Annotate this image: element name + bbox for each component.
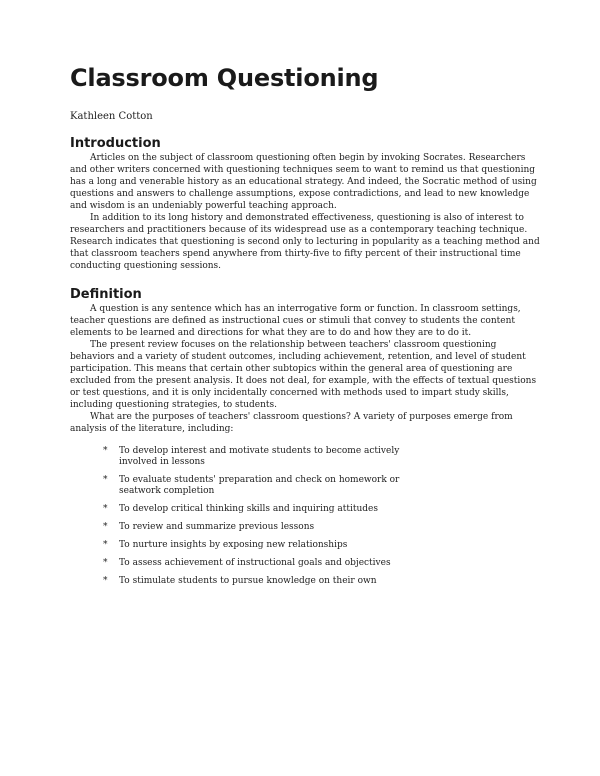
bullet-asterisk-icon: *: [103, 576, 108, 586]
bullet-asterisk-icon: *: [103, 540, 108, 550]
introduction-paragraph-2: In addition to its long history and demonstrated effectiveness, questioning is also of interest to researchers and practitioners because of its widespread use as a contemporary teaching technique. Research indicates that questioning is second only to lecturing in popularity as a teaching method and that classroom teachers spend anywhere from thirty-five to fifty percent of their instructional time conducting questioning sessions.: [70, 213, 540, 271]
list-item-text: To review and summarize previous lessons: [119, 522, 315, 532]
bullet-asterisk-icon: *: [103, 522, 108, 532]
bullet-asterisk-icon: *: [103, 475, 108, 485]
list-item: [103, 475, 543, 497]
list-item: [103, 504, 543, 515]
introduction-paragraph-1: Articles on the subject of classroom questioning often begin by invoking Socrates. Researchers and other writers concerned with questioning techniques seem to want to remind us that questioning has a long and venerable history as an educational strategy. And indeed, the Socratic method of using questions and answers to challenge assumptions, expose contradictions, and lead to new knowledge and wisdom is an undeniably powerful teaching approach.: [70, 153, 537, 211]
definition-paragraph-3: What are the purposes of teachers' classroom questions? A variety of purposes emerge from analysis of the literature, including:: [70, 412, 513, 434]
bullet-asterisk-icon: *: [103, 558, 108, 568]
list-item: [103, 446, 543, 468]
list-item-text: To develop interest and motivate students to become actively involved in lessons: [119, 446, 400, 467]
list-item-text: To assess achievement of instructional goals and objectives: [119, 558, 391, 568]
page-title: Classroom Questioning: [70, 64, 379, 92]
author-name: Kathleen Cotton: [70, 111, 153, 122]
bullet-asterisk-icon: *: [103, 446, 108, 456]
definition-paragraph-2: The present review focuses on the relationship between teachers' classroom questioning behaviors and a variety of student outcomes, including achievement, retention, and level of student participation. This means that certain other subtopics within the general area of questioning are excluded from the present analysis. It does not deal, for example, with the effects of textual questions or test questions, and it is only incidentally concerned with methods used to impart study skills, including questioning strategies, to students.: [70, 340, 537, 410]
definition-heading: Definition: [70, 287, 142, 302]
list-item: [103, 540, 543, 551]
list-item: [103, 576, 543, 587]
definition-body: [70, 303, 540, 435]
list-item: [103, 522, 543, 533]
introduction-body: [70, 152, 540, 272]
list-item: [103, 558, 543, 569]
purposes-list: [103, 446, 543, 594]
list-item-text: To stimulate students to pursue knowledge on their own: [119, 576, 377, 586]
list-item-text: To develop critical thinking skills and inquiring attitudes: [119, 504, 378, 514]
definition-paragraph-1: A question is any sentence which has an interrogative form or function. In classroom settings, teacher questions are defined as instructional cues or stimuli that convey to students the content elements to be learned and directions for what they are to do and how they are to do it.: [70, 304, 521, 338]
bullet-asterisk-icon: *: [103, 504, 108, 514]
list-item-text: To nurture insights by exposing new relationships: [119, 540, 348, 550]
introduction-heading: Introduction: [70, 136, 161, 151]
list-item-text: To evaluate students' preparation and check on homework or seatwork completion: [119, 475, 400, 496]
